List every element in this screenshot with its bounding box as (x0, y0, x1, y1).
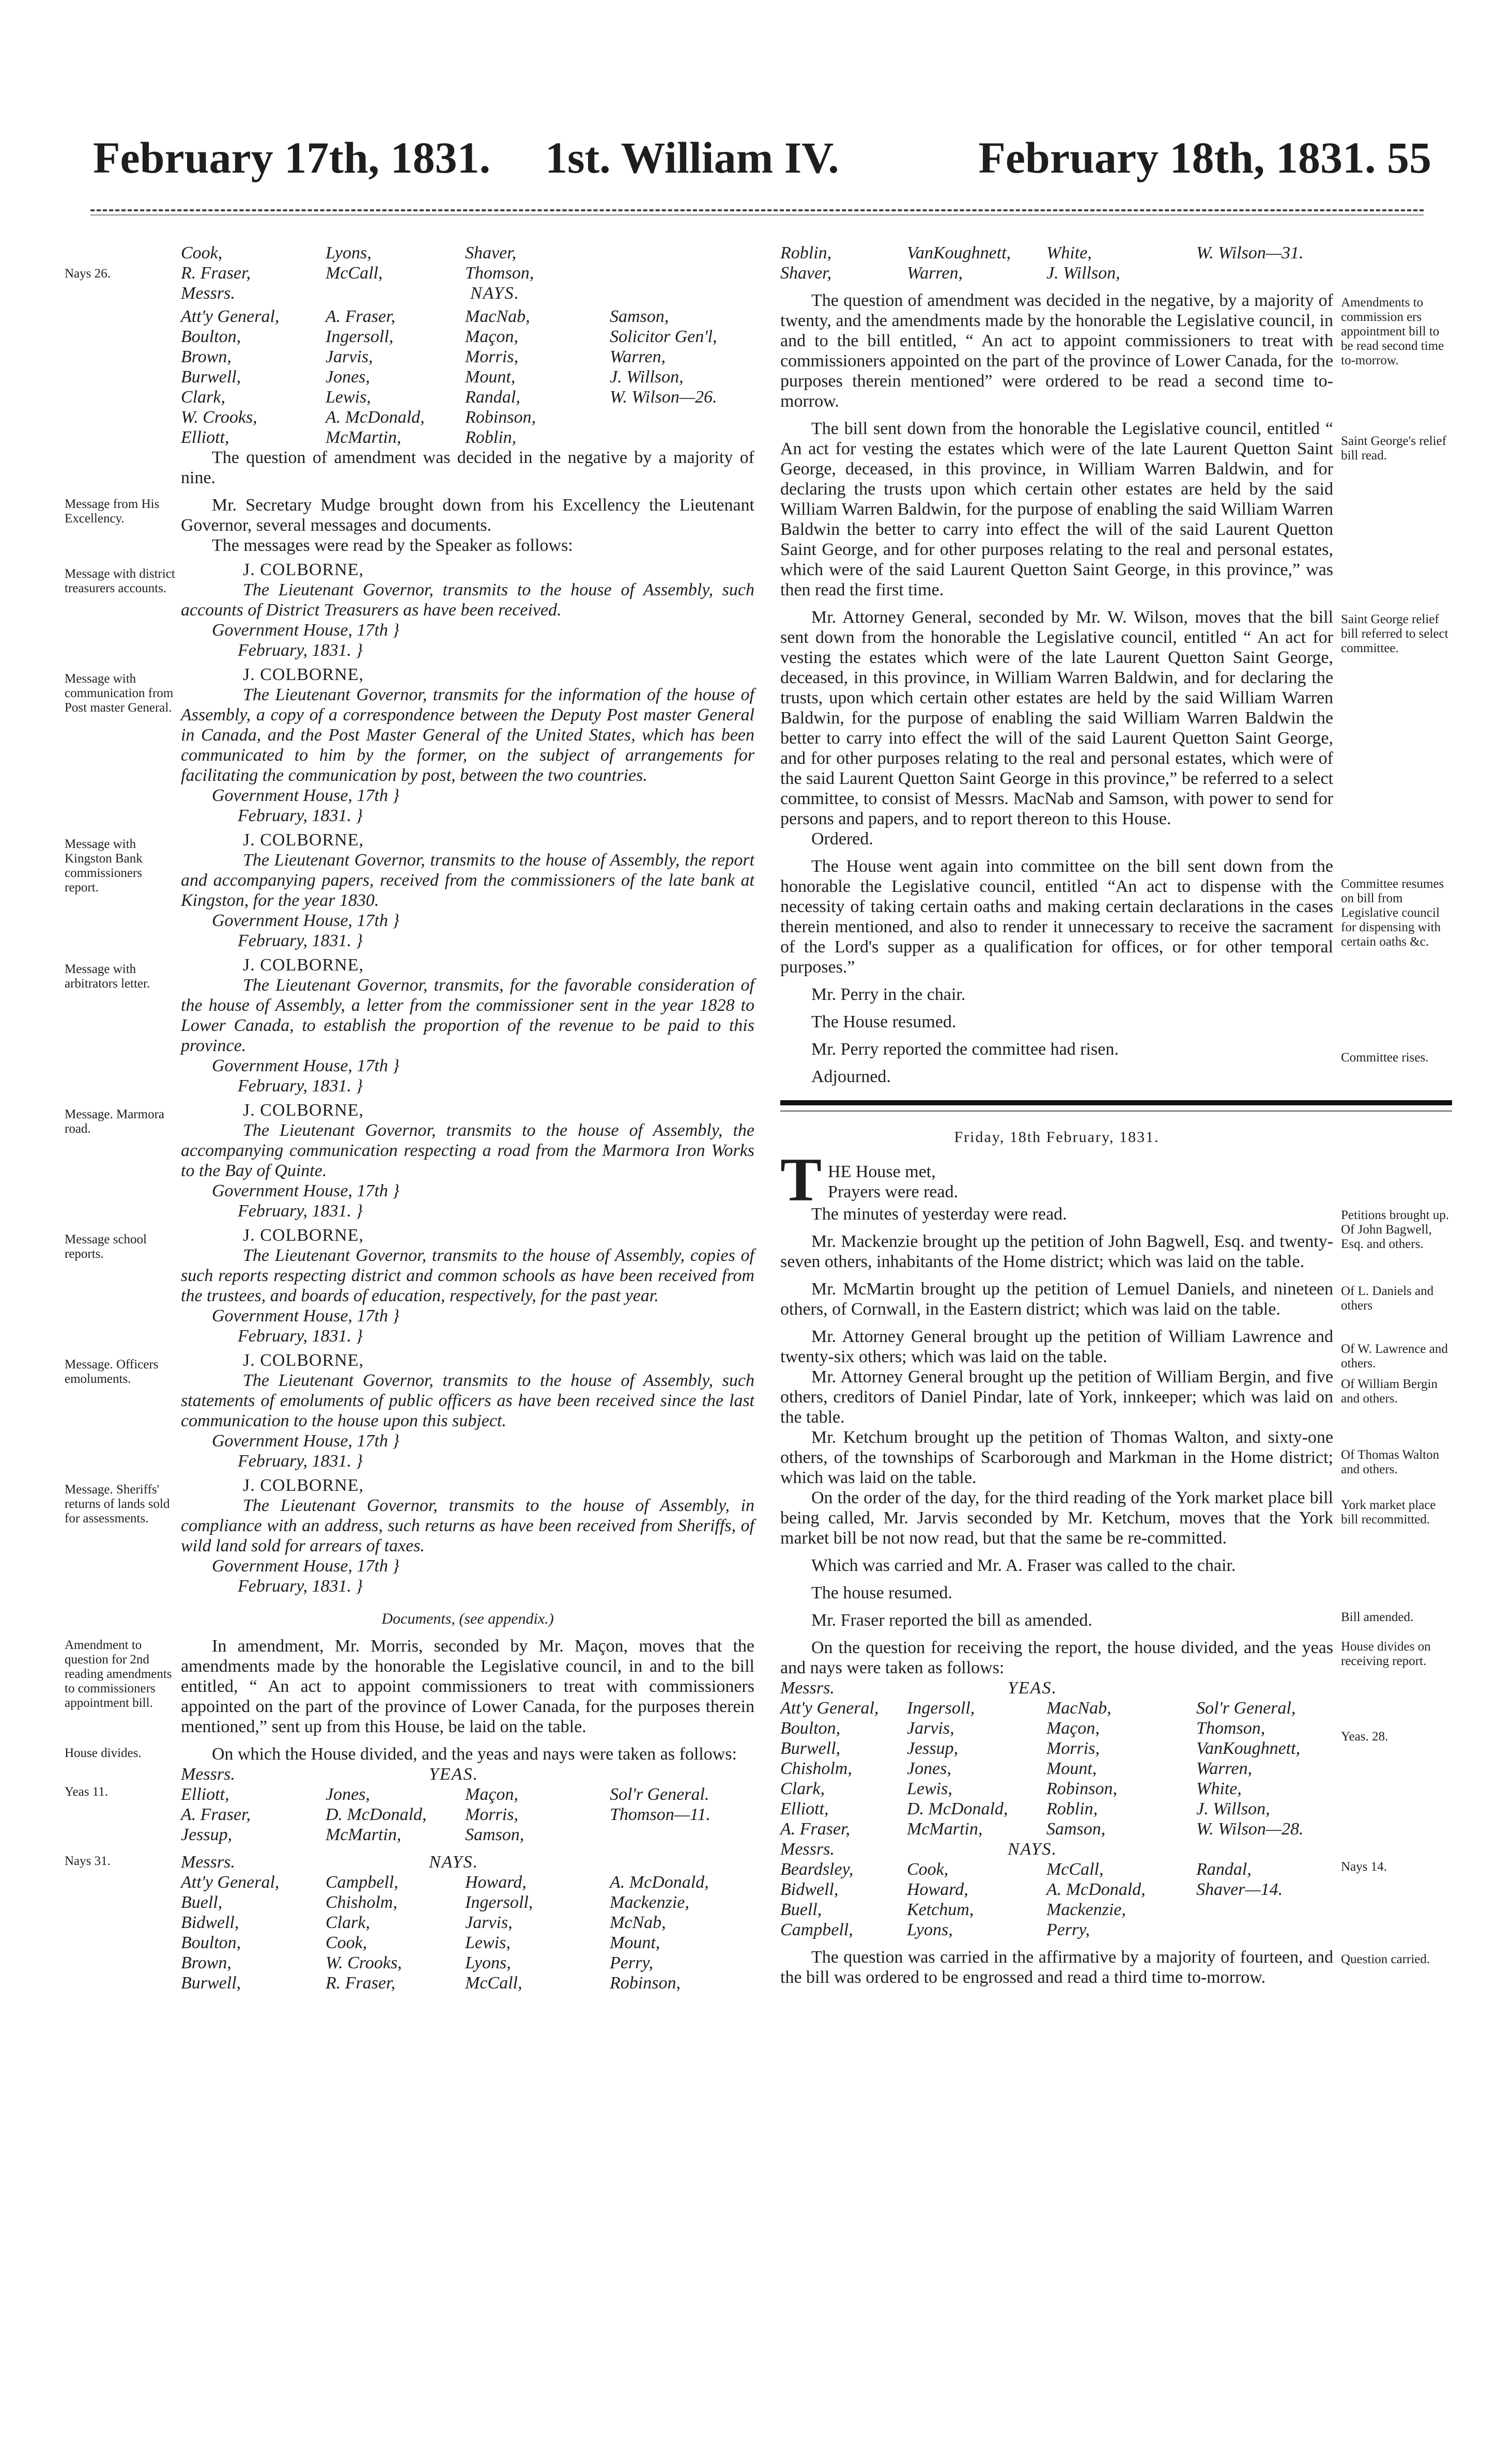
member-name: Buell, (780, 1900, 822, 1919)
member-name: Howard, (465, 1873, 527, 1892)
member-name: McMartin, (326, 1825, 402, 1844)
member-name: Ketchum, (907, 1900, 974, 1919)
message-signature: Government House, 17th } (212, 1181, 399, 1200)
member-name: Boulton, (780, 1719, 841, 1738)
member-name (1196, 1920, 1331, 1940)
message-body: The Lieutenant Governor, transmits to the house of Assembly, the report and accompanying papers, received from the commissioners of the late bank at Kingston, for the year 1830. (181, 851, 754, 910)
governor-message (65, 1225, 754, 1346)
yeas-28-block: Yeas. 28. Messrs. YEAS. Att'y General, Ingersoll, MacNab, Sol'r General, Boulton, Jarvis, Maçon, Thomson, Burwell, Jessup, Morris, VanKoughnett, Chisholm, Jones, Mount, Warren, Clark, Lewis, Robinson, White, Elliott, D. McDonald, Roblin, J. Willson, A. Fraser, McMartin, Samson, W. Wilson—28. (780, 1678, 1452, 1839)
member-name: Burwell, (181, 1973, 241, 1993)
member-name: W. Crooks, (326, 1953, 402, 1972)
documents-caption: Documents, (see appendix.) (381, 1610, 554, 1627)
member-name (1196, 263, 1331, 283)
header-rule (90, 209, 1424, 211)
member-name: Elliott, (181, 428, 229, 447)
member-name: Warren, (907, 264, 963, 283)
member-name: Robinson, (465, 408, 536, 427)
pet3: Mr. Attorney General brought up the petition of William Lawrence and twenty-six others; which was laid on the table. (780, 1327, 1333, 1366)
house-met: HE House met, (828, 1162, 936, 1181)
mudge-paragraph: Mr. Secretary Mudge brought down from his Excellency the Lieutenant Governor, several messages and documents. (181, 496, 754, 535)
message-signature-date: February, 1831. } (238, 1327, 363, 1346)
member-name: Maçon, (465, 1785, 518, 1804)
member-name: Att'y General, (181, 1873, 280, 1892)
member-name: Burwell, (780, 1739, 841, 1758)
message-body: The Lieutenant Governor, transmits to the house of Assembly, such accounts of District Treasurers as have been received. (181, 580, 754, 620)
message-signature-date: February, 1831. } (238, 806, 363, 825)
negative-paragraph: The question of amendment was decided in the negative by a majority of nine. (181, 448, 754, 487)
message-note: Message with arbitrators letter. (65, 962, 150, 991)
member-name (610, 427, 765, 448)
name-list (780, 1698, 1333, 1839)
r-p3-note: Saint George relief bill referred to select committee. (1341, 612, 1448, 655)
colborne-heading: J. COLBORNE, (243, 955, 364, 975)
member-name: Ingersoll, (326, 327, 394, 346)
member-name: Ingersoll, (465, 1893, 533, 1912)
r-p3: Mr. Attorney General, seconded by Mr. W. Wilson, moves that the bill sent down from the honorable the Legislative council, entitled “ An act for vesting the estates which were of the late Laurent Quetton Saint George, deceased, in this province, in William Warren Baldwin, and for declaring the trusts, upon which certain other estates are held by the said William Warren Baldwin, for the purpose of enabling the said William Warren Baldwin the better to carry into effect the will of the said Laurent Quetton Saint George, and for other purposes relating to the real and personal estates, which were of the said Laurent Quetton Saint George in this province,” be referred to a select committee, to consist of Messrs. MacNab and Samson, with power to send for persons and papers, and to report thereon to this House. (780, 608, 1333, 828)
amended: Mr. Fraser reported the bill as amended. (811, 1611, 1092, 1630)
member-name: A. McDonald, (1046, 1880, 1146, 1899)
member-name: Samson, (1046, 1819, 1106, 1839)
governor-message (65, 560, 754, 660)
message-signature-date: February, 1831. } (238, 641, 363, 660)
member-name: Robinson, (1046, 1779, 1117, 1798)
member-name: Burwell, (181, 367, 241, 387)
message-body: The Lieutenant Governor, transmits, for the favorable consideration of the house of Assembly, a letter from the commissioner sent in the year 1828 to Lower Canada, to establish the proportion of the revenue to be paid to this province. (181, 976, 754, 1055)
member-name: White, (1196, 1779, 1242, 1798)
message-note: Message. Sheriffs' returns of lands sold for assessments. (65, 1483, 170, 1525)
governor-message (65, 1100, 754, 1221)
nays-14-note: Nays 14. (1341, 1860, 1387, 1874)
name-list (181, 1872, 754, 1993)
member-name: Shaver, (465, 243, 517, 263)
colborne-heading: J. COLBORNE, (243, 1101, 364, 1120)
pet4-note: Of William Bergin and others. (1341, 1377, 1438, 1406)
member-name: Bidwell, (780, 1880, 839, 1899)
name-list (181, 306, 754, 448)
divide-paragraph: On which the House divided, and the yeas and nays were taken as follows: (212, 1745, 737, 1764)
governor-message (65, 665, 754, 826)
header-reign: 1st. William IV. (545, 133, 839, 182)
house-met-block (780, 1145, 1452, 1214)
left-column (65, 243, 754, 1993)
amended-note: Bill amended. (1341, 1610, 1414, 1624)
message-note: Message with communication from Post master General. (65, 672, 174, 715)
message-body: The Lieutenant Governor, transmits to the house of Assembly, in compliance with an address, such returns as have been received from Sheriffs, of wild land sold for arrears of taxes. (181, 1496, 754, 1555)
member-name: Cook, (326, 1933, 367, 1952)
member-name: Morris, (465, 347, 518, 366)
message-body: The Lieutenant Governor, transmits to the house of Assembly, copies of such reports respecting district and common schools as have been received from the trustees, and boards of education, respectively, for the past year. (181, 1246, 754, 1305)
member-name: Jessup, (181, 1825, 233, 1844)
member-name: A. McDonald, (610, 1873, 709, 1892)
member-name: R. Fraser, (326, 1973, 396, 1993)
r-p4-note: Committee resumes on bill from Legislative council for dispensing with certain oaths &c. (1341, 877, 1444, 949)
member-name: Brown, (181, 347, 232, 366)
page-header (78, 132, 1442, 183)
member-name: Jones, (326, 367, 370, 387)
pet5: Mr. Ketchum brought up the petition of Thomas Walton, and sixty-one others, of the townships of Scarborough and Markman in the Home district; which was laid on the table. (780, 1428, 1333, 1487)
colborne-heading: J. COLBORNE, (243, 830, 364, 850)
member-name: McCall, (326, 264, 383, 283)
governor-message (65, 830, 754, 951)
divides: On the question for receiving the report, the house divided, and the yeas and nays were taken as follows: (780, 1638, 1333, 1677)
member-name: Sol'r General. (610, 1785, 709, 1804)
member-name: W. Crooks, (181, 408, 257, 427)
member-name: Shaver, (780, 264, 832, 283)
top-names-block (65, 243, 754, 448)
york: On the order of the day, for the third reading of the York market place bill being called, Mr. Jarvis seconded by Mr. Ketchum, moves that the York market bill be not now read, but that the same be re-committed. (780, 1488, 1333, 1548)
header-date-right: February 18th, 1831. 55 (978, 133, 1431, 182)
member-name: Clark, (181, 388, 225, 407)
amended-block (780, 1610, 1452, 1630)
governor-message (65, 1475, 754, 1596)
message-note: Message. Marmora road. (65, 1107, 164, 1136)
member-name (610, 243, 765, 263)
york-block (780, 1488, 1452, 1548)
message-signature: Government House, 17th } (212, 786, 399, 805)
member-name: Boulton, (181, 327, 241, 346)
member-name: McMartin, (907, 1819, 983, 1839)
message-note: Message. Officers emoluments. (65, 1358, 159, 1386)
divides-note: House divides on receiving report. (1341, 1640, 1431, 1668)
message-signature-date: February, 1831. } (238, 931, 363, 950)
member-name: A. Fraser, (181, 1805, 251, 1824)
r-p3-block (780, 607, 1452, 829)
member-name: Roblin, (1046, 1799, 1098, 1818)
amendment-note: Amendment to question for 2nd reading amendments to commissioners appointment bill. (65, 1638, 172, 1710)
message-note: Message with Kingston Bank commissioners report. (65, 837, 143, 895)
drop-cap: T (780, 1145, 822, 1214)
nays-14-block: Nays 14. Messrs. NAYS. Beardsley, Cook, McCall, Randal, Bidwell, Howard, A. McDonald, Shaver—14. Buell, Ketchum, Mackenzie, Campbell, Lyons, Perry, (780, 1839, 1452, 1940)
member-name: VanKoughnett, (907, 243, 1011, 263)
member-name: Jessup, (907, 1739, 959, 1758)
member-name: Samson, (465, 1825, 524, 1844)
minutes-block (780, 1204, 1452, 1272)
member-name: Jones, (326, 1785, 370, 1804)
pet5-note: Of Thomas Walton and others. (1341, 1448, 1440, 1476)
r-p1-note: Amendments to commission ers appointment bill to be read second time to-morrow. (1341, 296, 1444, 367)
divides-block (780, 1638, 1452, 1678)
divide-note: House divides. (65, 1746, 142, 1760)
member-name: R. Fraser, (181, 264, 251, 283)
member-name: Mount, (1046, 1759, 1097, 1778)
member-name: D. McDonald, (326, 1805, 427, 1824)
message-signature: Government House, 17th } (212, 1431, 399, 1451)
member-name (610, 1825, 765, 1845)
house-resumed-2: The house resumed. (811, 1583, 952, 1602)
member-name: Elliott, (780, 1799, 829, 1818)
message-body: The Lieutenant Governor, transmits to the house of Assembly, such statements of emoluments of public officers as have been received since the last communication to the house upon this subject. (181, 1371, 754, 1430)
member-name: D. McDonald, (907, 1799, 1008, 1818)
member-name: J. Willson, (1196, 1799, 1270, 1818)
adjourned: Adjourned. (811, 1067, 891, 1086)
message-from-note: Message from His Excellency. (65, 497, 160, 526)
colborne-heading: J. COLBORNE, (243, 1351, 364, 1370)
right-column (780, 243, 1452, 1987)
committee-rises-note: Committee rises. (1341, 1051, 1429, 1065)
member-name: Jarvis, (465, 1913, 513, 1932)
message-signature: Government House, 17th } (212, 1556, 399, 1576)
member-name: Mount, (465, 367, 516, 387)
member-name: Campbell, (780, 1920, 853, 1939)
final-block (780, 1947, 1452, 1987)
member-name: Thomson, (1196, 1719, 1266, 1738)
member-name: Maçon, (1046, 1719, 1100, 1738)
r-p2-block (780, 419, 1452, 600)
pet1: Mr. Mackenzie brought up the petition of John Bagwell, Esq. and twenty-seven others, inhabitants of the Home district; which was laid on the table. (780, 1232, 1333, 1271)
member-name: A. Fraser, (326, 307, 396, 326)
member-name: Buell, (181, 1893, 223, 1912)
message-signature-date: February, 1831. } (238, 1452, 363, 1471)
member-name: Warren, (610, 347, 666, 366)
member-name: W. Wilson—28. (1196, 1819, 1304, 1839)
r-p2: The bill sent down from the honorable the Legislative council, entitled “ An act for vesting the estates which were of the late Laurent Quetton Saint George, deceased, in this province, in William Warren Baldwin, and for declaring the trusts upon which certain other estates are held by the said William Warren Baldwin, for the purpose of enabling the said William Warren Baldwin the better to carry into effect the will of the said Laurent Quetton Saint George, and for other purposes relating to the real and personal estates, which were of the said Laurent Quetton Saint George, in this province,” was then read the first time. (780, 419, 1333, 599)
member-name: Lewis, (326, 388, 371, 407)
member-name: Clark, (326, 1913, 370, 1932)
member-name: Lewis, (907, 1779, 952, 1798)
member-name: J. Willson, (1046, 264, 1120, 283)
member-name: Roblin, (465, 428, 517, 447)
colborne-heading: J. COLBORNE, (243, 1226, 364, 1245)
governor-message (65, 1350, 754, 1471)
member-name: Thomson, (465, 264, 534, 283)
r-p1-block (780, 290, 1452, 411)
pet2: Mr. McMartin brought up the petition of Lemuel Daniels, and nineteen others, of Cornwall, in the Eastern district; which was laid on the table. (780, 1279, 1333, 1319)
header-rule-thin (90, 214, 1424, 215)
message-note: Message with district treasurers accounts. (65, 567, 175, 595)
pet1-note: Petitions brought up. Of John Bagwell, Esq. and others. (1341, 1208, 1449, 1251)
member-name: Perry, (610, 1953, 654, 1972)
member-name: Jones, (907, 1759, 951, 1778)
name-list (780, 243, 1333, 283)
governor-message (65, 955, 754, 1096)
minutes: The minutes of yesterday were read. (811, 1205, 1067, 1224)
dateline: Friday, 18th February, 1831. (954, 1129, 1160, 1146)
amendment-block (65, 1636, 754, 1737)
member-name: Mackenzie, (610, 1893, 689, 1912)
pet2-note: Of L. Daniels and others (1341, 1284, 1434, 1313)
member-name: McCall, (1046, 1860, 1104, 1879)
member-name: Roblin, (780, 243, 832, 263)
pet4: Mr. Attorney General brought up the petition of William Bergin, and five others, creditors of Daniel Pindar, late of York, innkeeper; which was laid on the table. (780, 1367, 1333, 1427)
message-signature: Government House, 17th } (212, 1056, 399, 1075)
member-name: Solicitor Gen'l, (610, 327, 717, 346)
message-signature: Government House, 17th } (212, 621, 399, 640)
member-name: Morris, (465, 1805, 518, 1824)
perry-reported: Mr. Perry reported the committee had risen. (811, 1040, 1119, 1059)
message-signature: Government House, 17th } (212, 911, 399, 930)
member-name: Shaver—14. (1196, 1880, 1283, 1899)
amendment-paragraph: In amendment, Mr. Morris, seconded by Mr. Maçon, moves that the amendments made by the honorable the Legislative council, in and to the bill entitled, “ An act to appoint commissioners to treat with commissioners appointed on the part of the province of Lower Canada, for the purposes therein mentioned,” sent up from this House, be laid on the table. (181, 1637, 754, 1736)
member-name (1196, 1900, 1331, 1920)
member-name: Lyons, (326, 243, 372, 263)
name-list (780, 1859, 1333, 1940)
member-name: A. McDonald, (326, 408, 425, 427)
member-name: McNab, (610, 1913, 666, 1932)
name-list (181, 243, 754, 283)
member-name: Mount, (610, 1933, 660, 1952)
member-name: Bidwell, (181, 1913, 239, 1932)
member-name: Warren, (1196, 1759, 1252, 1778)
member-name: Sol'r General, (1196, 1699, 1296, 1718)
section-rule-thick (780, 1100, 1452, 1105)
pet5-block (780, 1427, 1452, 1488)
read-paragraph: The messages were read by the Speaker as follows: (212, 536, 573, 555)
member-name: Clark, (780, 1779, 825, 1798)
member-name: Maçon, (465, 327, 518, 346)
yeas-28-note: Yeas. 28. (1341, 1730, 1388, 1744)
r-p4-block (780, 856, 1452, 977)
final: The question was carried in the affirmative by a majority of fourteen, and the bill was ordered to be engrossed and read a third time to-morrow. (780, 1948, 1333, 1987)
divide-block (65, 1744, 754, 1764)
yeas-11-note: Yeas 11. (65, 1785, 109, 1799)
member-name: McCall, (465, 1973, 522, 1993)
nays-26-note: Nays 26. (65, 267, 111, 281)
member-name: Randal, (1196, 1860, 1252, 1879)
member-name: Brown, (181, 1953, 232, 1972)
member-name: Jarvis, (907, 1719, 954, 1738)
member-name: Thomson—11. (610, 1805, 711, 1824)
message-signature: Government House, 17th } (212, 1306, 399, 1325)
member-name: Jarvis, (326, 347, 373, 366)
colborne-heading: J. COLBORNE, (243, 665, 364, 684)
member-name: MacNab, (465, 307, 530, 326)
member-name: Beardsley, (780, 1860, 854, 1879)
member-name: Boulton, (181, 1933, 241, 1952)
member-name: Randal, (465, 388, 520, 407)
member-name: Cook, (907, 1860, 949, 1879)
member-name: Perry, (1046, 1920, 1090, 1939)
pet3-note: Of W. Lawrence and others. (1341, 1342, 1448, 1370)
house-resumed: The House resumed. (811, 1012, 956, 1031)
member-name: W. Wilson—26. (610, 388, 717, 407)
member-name: Chisholm, (780, 1759, 852, 1778)
message-body: The Lieutenant Governor, transmits for the information of the house of Assembly, a copy of a correspondence between the Deputy Post master General in Canada, and the Post Master General of the United States, which has been communicated to him by the former, on the subject of arrangements for facilitating the communication by post, between the two countries. (181, 685, 754, 785)
header-date-left: February 17th, 1831. (93, 133, 491, 182)
member-name: Lyons, (465, 1953, 511, 1972)
member-name (610, 407, 765, 427)
member-name: W. Wilson—31. (1196, 243, 1304, 263)
pet2-block (780, 1279, 1452, 1319)
name-list (181, 1784, 754, 1845)
member-name: Ingersoll, (907, 1699, 975, 1718)
member-name: Lewis, (465, 1933, 511, 1952)
member-name: White, (1046, 243, 1092, 263)
member-name: J. Willson, (610, 367, 684, 387)
r-p2-note: Saint George's relief bill read. (1341, 434, 1446, 462)
member-name: Howard, (907, 1880, 968, 1899)
york-note: York market place bill recommitted. (1341, 1498, 1436, 1526)
r-p4: The House went again into committee on the bill sent down from the honorable the Legislative council, entitled “An act to dispense with the necessity of taking certain oaths and making certain declarations in the cases therein mentioned, and also to render it unnecessary to receive the sacrament of the Lord's supper as a qualification for offices, or for other temporal purposes.” (780, 857, 1333, 977)
carried: Which was carried and Mr. A. Fraser was called to the chair. (811, 1556, 1236, 1575)
member-name: Att'y General, (780, 1699, 879, 1718)
section-rule-thin (780, 1111, 1452, 1112)
r-rose-block (780, 1039, 1452, 1087)
member-name: Robinson, (610, 1973, 681, 1993)
member-name: Elliott, (181, 1785, 229, 1804)
colborne-heading: J. COLBORNE, (243, 1476, 364, 1495)
nays-31-note: Nays 31. (65, 1854, 111, 1868)
member-name: A. Fraser, (780, 1819, 851, 1839)
yeas-11-block: Yeas 11. Messrs. YEAS. Elliott, Jones, Maçon, Sol'r General. A. Fraser, D. McDonald, Morris, Thomson—11. Jessup, McMartin, Samson, (65, 1764, 754, 1845)
final-note: Question carried. (1341, 1952, 1430, 1966)
member-name: Morris, (1046, 1739, 1100, 1758)
member-name: Samson, (610, 307, 669, 326)
member-name: VanKoughnett, (1196, 1739, 1301, 1758)
message-signature-date: February, 1831. } (238, 1201, 363, 1221)
message-signature-date: February, 1831. } (238, 1076, 363, 1096)
r-p1: The question of amendment was decided in the negative, by a majority of twenty, and the amendments made by the honorable the Legislative council, in and to the bill entitled, “ An act to appoint commissioners to treat with commissioners appointed on the part of the province of Lower Canada, for the purposes therein mentioned” were ordered to be read a second time to-morrow. (780, 291, 1333, 411)
colborne-heading: J. COLBORNE, (243, 560, 364, 579)
member-name: Mackenzie, (1046, 1900, 1126, 1919)
member-name (610, 263, 765, 283)
perry-chair: Mr. Perry in the chair. (811, 985, 966, 1004)
member-name: MacNab, (1046, 1699, 1112, 1718)
message-body: The Lieutenant Governor, transmits to the house of Assembly, the accompanying communication respecting a road from the Marmora Iron Works to the Bay of Quinte. (181, 1121, 754, 1180)
ordered: Ordered. (811, 829, 873, 849)
nays-heading: Messrs. NAYS. (181, 284, 520, 303)
pet3-block (780, 1327, 1452, 1370)
member-name: Campbell, (326, 1873, 398, 1892)
member-name: Att'y General, (181, 307, 280, 326)
member-name: McMartin, (326, 428, 402, 447)
message-signature-date: February, 1831. } (238, 1577, 363, 1596)
message-note: Message school reports. (65, 1232, 147, 1261)
member-name: Cook, (181, 243, 223, 263)
prayers: Prayers were read. (828, 1182, 959, 1201)
pet4-block (780, 1367, 1452, 1427)
member-name: Lyons, (907, 1920, 953, 1939)
member-name: Chisholm, (326, 1893, 397, 1912)
message-from-block (65, 495, 754, 556)
nays-31-block: Nays 31. Messrs. NAYS. Att'y General, Campbell, Howard, A. McDonald, Buell, Chisholm, Ingersoll, Mackenzie, Bidwell, Clark, Jarvis, McNab, Boulton, Cook, Lewis, Mount, Brown, W. Crooks, Lyons, Perry, Burwell, R. Fraser, McCall, Robinson, (65, 1852, 754, 1993)
